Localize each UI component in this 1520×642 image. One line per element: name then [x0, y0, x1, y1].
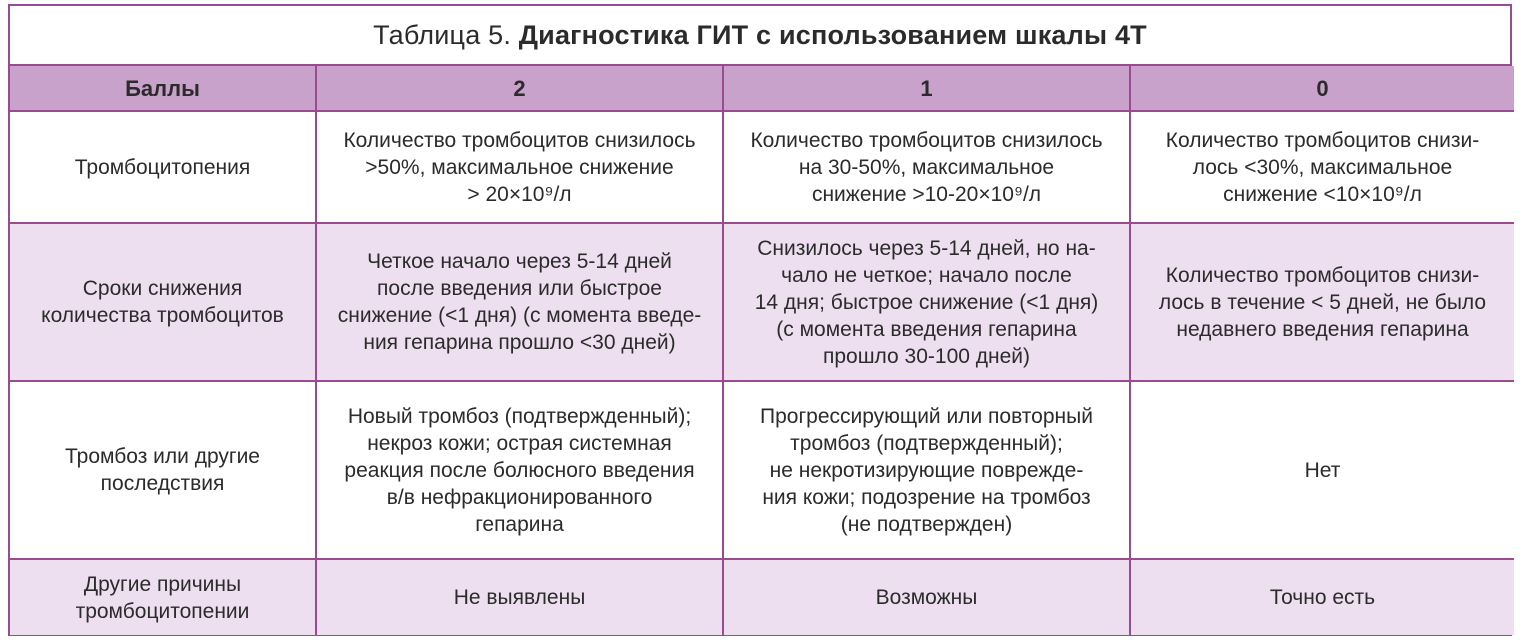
table-row [10, 111, 1514, 223]
table-cell: Снизилось через 5-14 дней, но на- чало не четкое; начало после 14 дня; быстрое снижение (<1 дня) (с момента введения гепарина прошло 30-100 дней) [723, 223, 1130, 381]
table-title [10, 6, 1510, 66]
table-cell: Четкое начало через 5-14 дней после введения или быстрое снижение (<1 дня) (с момента введе- ния гепарина прошло <30 дней) [316, 223, 723, 381]
table-cell: Количество тромбоцитов снизилось на 30-50%, максимальное снижение >10-20×10⁹/л [723, 111, 1130, 223]
row-label: Другие причины тромбоцитопении [10, 559, 316, 635]
row-label: Сроки снижения количества тромбоцитов [10, 223, 316, 381]
header-cell-0: 0 [1130, 66, 1514, 111]
table-cell: Возможны [723, 559, 1130, 635]
table-cell: Нет [1130, 381, 1514, 559]
table-cell: Количество тромбоцитов снизи- лось в течение < 5 дней, не было недавнего введения гепарина [1130, 223, 1514, 381]
table-cell: Количество тромбоцитов снизилось >50%, максимальное снижение > 20×10⁹/л [316, 111, 723, 223]
table-cell: Новый тромбоз (подтвержденный); некроз кожи; острая системная реакция после болюсного введения в/в нефракционированного гепарина [316, 381, 723, 559]
header-cell-1: 1 [723, 66, 1130, 111]
table-cell: Количество тромбоцитов снизи- лось <30%, максимальное снижение <10×10⁹/л [1130, 111, 1514, 223]
table-cell: Прогрессирующий или повторный тромбоз (подтвержденный); не некротизирующие поврежде- ния кожи; подозрение на тромбоз (не подтвержден) [723, 381, 1130, 559]
table-cell: Точно есть [1130, 559, 1514, 635]
table-row [10, 381, 1514, 559]
header-row [10, 66, 1514, 111]
table-row [10, 223, 1514, 381]
row-label: Тромбоз или другие последствия [10, 381, 316, 559]
row-label: Тромбоцитопения [10, 111, 316, 223]
table-frame [8, 4, 1512, 636]
header-cell-2: 2 [316, 66, 723, 111]
scoring-table [10, 66, 1514, 635]
table-title-prefix: Таблица 5. [373, 19, 512, 50]
table-cell: Не выявлены [316, 559, 723, 635]
table-title-text: Диагностика ГИТ с использованием шкалы 4T [518, 19, 1147, 50]
table-row [10, 559, 1514, 635]
header-cell-score: Баллы [10, 66, 316, 111]
